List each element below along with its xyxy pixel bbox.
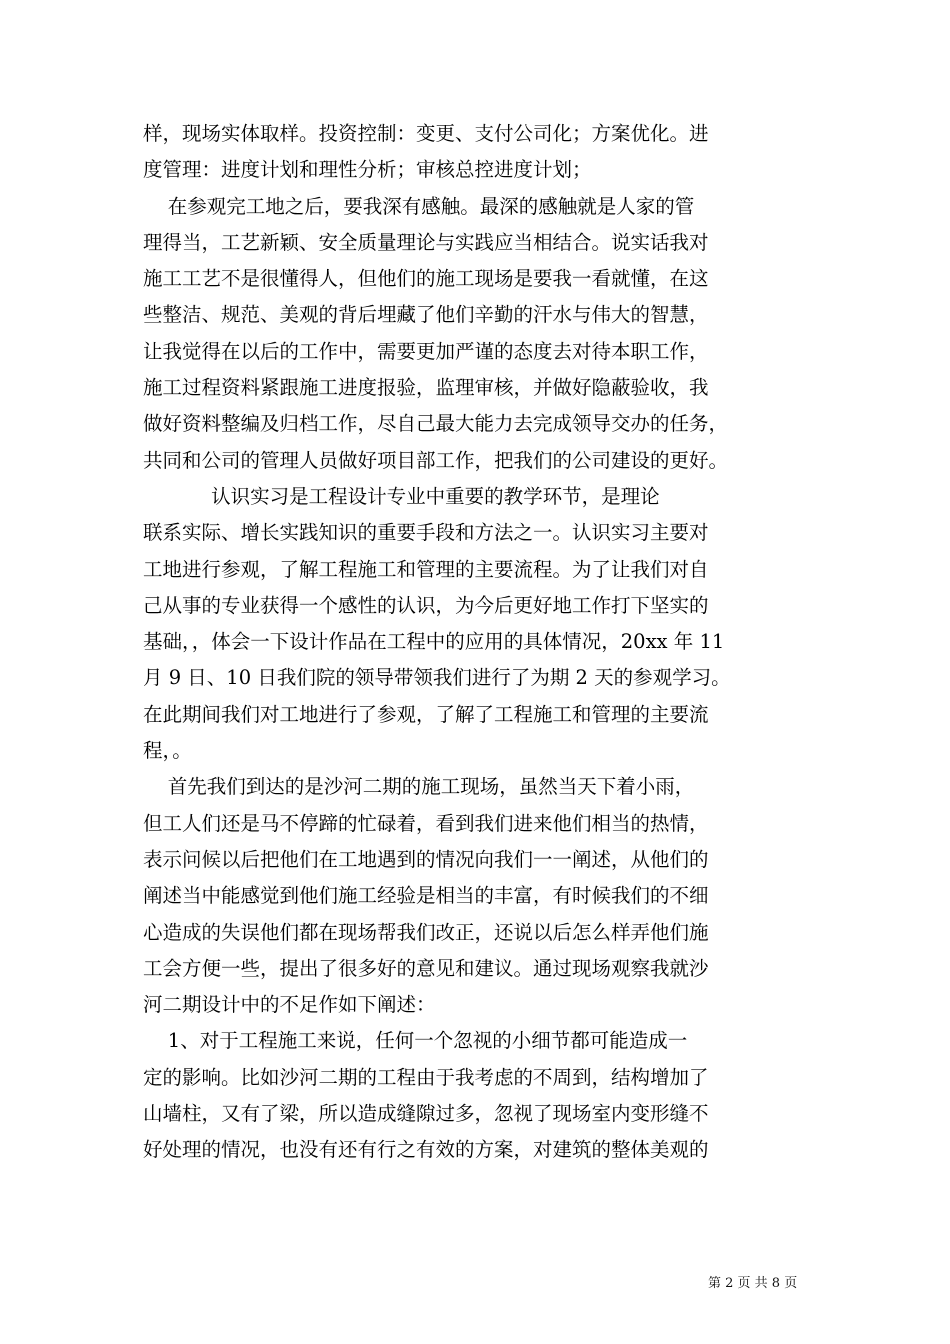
text-line: 好处理的情况，也没有还有行之有效的方案，对建筑的整体美观的: [143, 1138, 709, 1162]
text-line: 认识实习是工程设计专业中重要的教学环节，是理论: [143, 484, 660, 508]
text-line: 定的影响。比如沙河二期的工程由于我考虑的不周到，结构增加了: [143, 1065, 709, 1089]
text-line: 联系实际、增长实践知识的重要手段和方法之一。认识实习主要对: [143, 521, 709, 545]
text-line: 些整洁、规范、美观的背后埋藏了他们辛勤的汗水与伟大的智慧，: [143, 303, 709, 327]
text-line: 度管理：进度计划和理性分析；审核总控进度计划；: [143, 158, 592, 182]
text-line: 山墙柱，又有了梁，所以造成缝隙过多，忽视了现场室内变形缝不: [143, 1102, 709, 1126]
text-line: 做好资料整编及归档工作，尽自己最大能力去完成领导交办的任务，: [143, 412, 729, 436]
text-line: 在参观完工地之后，要我深有感触。最深的感触就是人家的管: [143, 194, 695, 218]
text-line: 程，。: [143, 739, 192, 763]
page-number: 第 2 页 共 8 页: [708, 1276, 798, 1291]
text-line: 表示问候以后把他们在工地遇到的情况向我们一一阐述，从他们的: [143, 847, 709, 871]
text-line: 首先我们到达的是沙河二期的施工现场，虽然当天下着小雨，: [143, 775, 695, 799]
text-line: 样，现场实体取样。投资控制：变更、支付公司化；方案优化。进: [143, 122, 709, 145]
text-line: 工地进行参观，了解工程施工和管理的主要流程。为了让我们对自: [143, 557, 709, 581]
text-line: 施工工艺不是很懂得人，但他们的施工现场是要我一看就懂，在这: [143, 267, 709, 291]
text-line: 工会方便一些，提出了很多好的意见和建议。通过现场观察我就沙: [143, 956, 709, 980]
text-line: 月 9 日、10 日我们院的领导带领我们进行了为期 2 天的参观学习。: [143, 666, 731, 690]
text-line: 让我觉得在以后的工作中，需要更加严谨的态度去对待本职工作，: [143, 339, 709, 363]
text-line: 1、对于工程施工来说，任何一个忽视的小细节都可能造成一: [143, 1029, 688, 1053]
text-line: 阐述当中能感觉到他们施工经验是相当的丰富，有时候我们的不细: [143, 884, 709, 908]
text-line: 在此期间我们对工地进行了参观，了解了工程施工和管理的主要流: [143, 702, 709, 726]
text-line: 基础，，体会一下设计作品在工程中的应用的具体情况，20xx 年 11: [143, 630, 725, 654]
text-line: 心造成的失误他们都在现场帮我们改正，还说以后怎么样弄他们施: [143, 920, 709, 944]
text-line: 河二期设计中的不足作如下阐述：: [143, 993, 436, 1017]
text-line: 己从事的专业获得一个感性的认识，为今后更好地工作打下坚实的: [143, 593, 709, 617]
text-line: 理得当，工艺新颖、安全质量理论与实践应当相结合。说实话我对: [143, 230, 709, 254]
text-line: 施工过程资料紧跟施工进度报验，监理审核，并做好隐蔽验收，我: [143, 376, 709, 400]
body-text: [143, 116, 809, 1169]
text-line: 但工人们还是马不停蹄的忙碌着，看到我们进来他们相当的热情，: [143, 811, 709, 835]
text-line: 共同和公司的管理人员做好项目部工作，把我们的公司建设的更好。: [143, 448, 729, 472]
